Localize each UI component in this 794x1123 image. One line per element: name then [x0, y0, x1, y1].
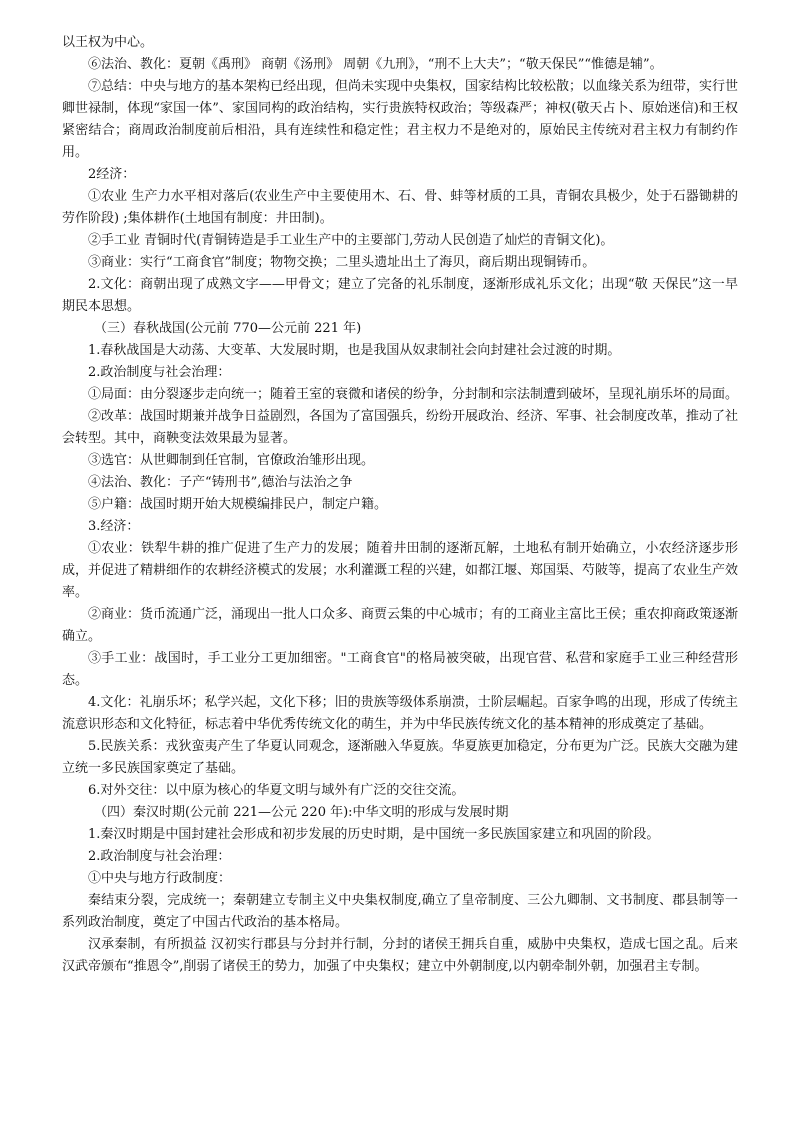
paragraph: ③选官：从世卿制到任官制，官僚政治雏形出现。 — [88, 453, 375, 468]
paragraph: 6.对外交往：以中原为核心的华夏文明与域外有广泛的交往交流。 — [88, 783, 465, 798]
paragraph: ⑥法治、教化：夏朝《禹刑》 商朝《汤刑》 周朝《九刑》，“刑不上大夫”；“敬天保民”“惟德是辅”。 — [88, 57, 663, 72]
paragraph: ②改革：战国时期兼并战争日益剧烈，各国为了富国强兵，纷纷开展政治、经济、军事、社会制度改革，推动了社会转型。其中，商鞅变法效果最为显著。 — [62, 409, 739, 446]
paragraph: 2.文化：商朝出现了成熟文字——甲骨文；建立了完备的礼乐制度，逐渐形成礼乐文化；出现“敬 天保民”这一早期民本思想。 — [62, 277, 738, 314]
paragraph: ⑤户籍：战国时期开始大规模编排民户，制定户籍。 — [88, 497, 388, 512]
paragraph: ①农业 生产力水平相对落后(农业生产中主要使用木、石、骨、蚌等材质的工具，青铜农具极少，处于石器锄耕的劳作阶段) ;集体耕作(土地国有制度：井田制)。 — [62, 189, 738, 226]
paragraph: 4.文化：礼崩乐坏；私学兴起，文化下移；旧的贵族等级体系崩溃，士阶层崛起。百家争鸣的出现，形成了传统主流意识形态和文化特征，标志着中华优秀传统文化的萌生，并为中华民族传统文化的基本精神的形成奠定了基础。 — [62, 695, 738, 732]
paragraph: 5.民族关系：戎狄蛮夷产生了华夏认同观念，逐渐融入华夏族。华夏族更加稳定，分布更为广泛。民族大交融为建立统一多民族国家奠定了基础。 — [62, 739, 738, 776]
paragraph: ④法治、教化：子产“铸刑书”,德治与法治之争 — [88, 475, 353, 490]
paragraph: ②手工业 青铜时代(青铜铸造是手工业生产中的主要部门,劳动人民创造了灿烂的青铜文化)。 — [88, 233, 614, 248]
paragraph: ①中央与地方行政制度： — [88, 871, 232, 886]
paragraph: 2.政治制度与社会治理： — [88, 849, 231, 864]
paragraph: 1.秦汉时期是中国封建社会形成和初步发展的历史时期，是中国统一多民族国家建立和巩固的阶段。 — [88, 827, 660, 842]
section-heading: （三）春秋战国(公元前 770—公元前 221 年) — [94, 321, 362, 336]
paragraph: ⑦总结：中央与地方的基本架构已经出现，但尚未实现中央集权，国家结构比较松散；以血缘关系为纽带，实行世卿世禄制，体现“家国一体”、家国同构的政治结构，实行贵族特权政治；等级森严；神权(敬天占卜、原始迷信)和王权紧密结合；商周政治制度前后相沿，具有连续性和稳定性；君主权力不是绝对的，原始民主传统对君主权力有制约作用。 — [62, 79, 739, 160]
paragraph: ②商业：货币流通广泛，涌现出一批人口众多、商贾云集的中心城市；有的工商业主富比王侯；重农抑商政策逐渐确立。 — [62, 607, 739, 644]
paragraph: ③手工业：战国时，手工业分工更加细密。"工商食官"的格局被突破，出现官营、私营和家庭手工业三种经营形态。 — [62, 651, 738, 688]
paragraph: 3.经济： — [88, 519, 140, 534]
paragraph: 1.春秋战国是大动荡、大变革、大发展时期，也是我国从奴隶制社会向封建社会过渡的时期。 — [88, 343, 621, 358]
paragraph: ①农业：铁犁牛耕的推广促进了生产力的发展；随着井田制的逐渐瓦解，土地私有制开始确立，小农经济逐步形成，并促进了精耕细作的农耕经济模式的发展；水利灌溉工程的兴建，如都江堰、郑国渠、芍陂等，提高了农业生产效率。 — [62, 541, 739, 600]
paragraph: 2.政治制度与社会治理： — [88, 365, 231, 380]
paragraph: 2经济： — [88, 167, 136, 182]
paragraph: ①局面：由分裂逐步走向统一；随着王室的衰微和诸侯的纷争，分封制和宗法制遭到破坏，呈现礼崩乐坏的局面。 — [88, 387, 739, 402]
section-heading: （四）秦汉时期(公元前 221—公元 220 年):中华文明的形成与发展时期 — [94, 805, 509, 820]
document-body — [62, 32, 738, 978]
paragraph: ③商业：实行“工商食官”制度；物物交换；二里头遗址出土了海贝，商后期出现铜铸币。 — [88, 255, 596, 270]
paragraph: 秦结束分裂，完成统一；秦朝建立专制主义中央集权制度,确立了皇帝制度、三公九卿制、文书制度、郡县制等一系列政治制度，奠定了中国古代政治的基本格局。 — [62, 893, 738, 930]
paragraph: 以王权为中心。 — [62, 35, 154, 50]
paragraph: 汉承秦制，有所损益 汉初实行郡县与分封并行制，分封的诸侯王拥兵自重，威胁中央集权，造成七国之乱。后来汉武帝颁布“推恩令”,削弱了诸侯王的势力，加强了中央集权；建立中外朝制度,以内朝牵制外朝，加强君主专制。 — [62, 937, 738, 974]
